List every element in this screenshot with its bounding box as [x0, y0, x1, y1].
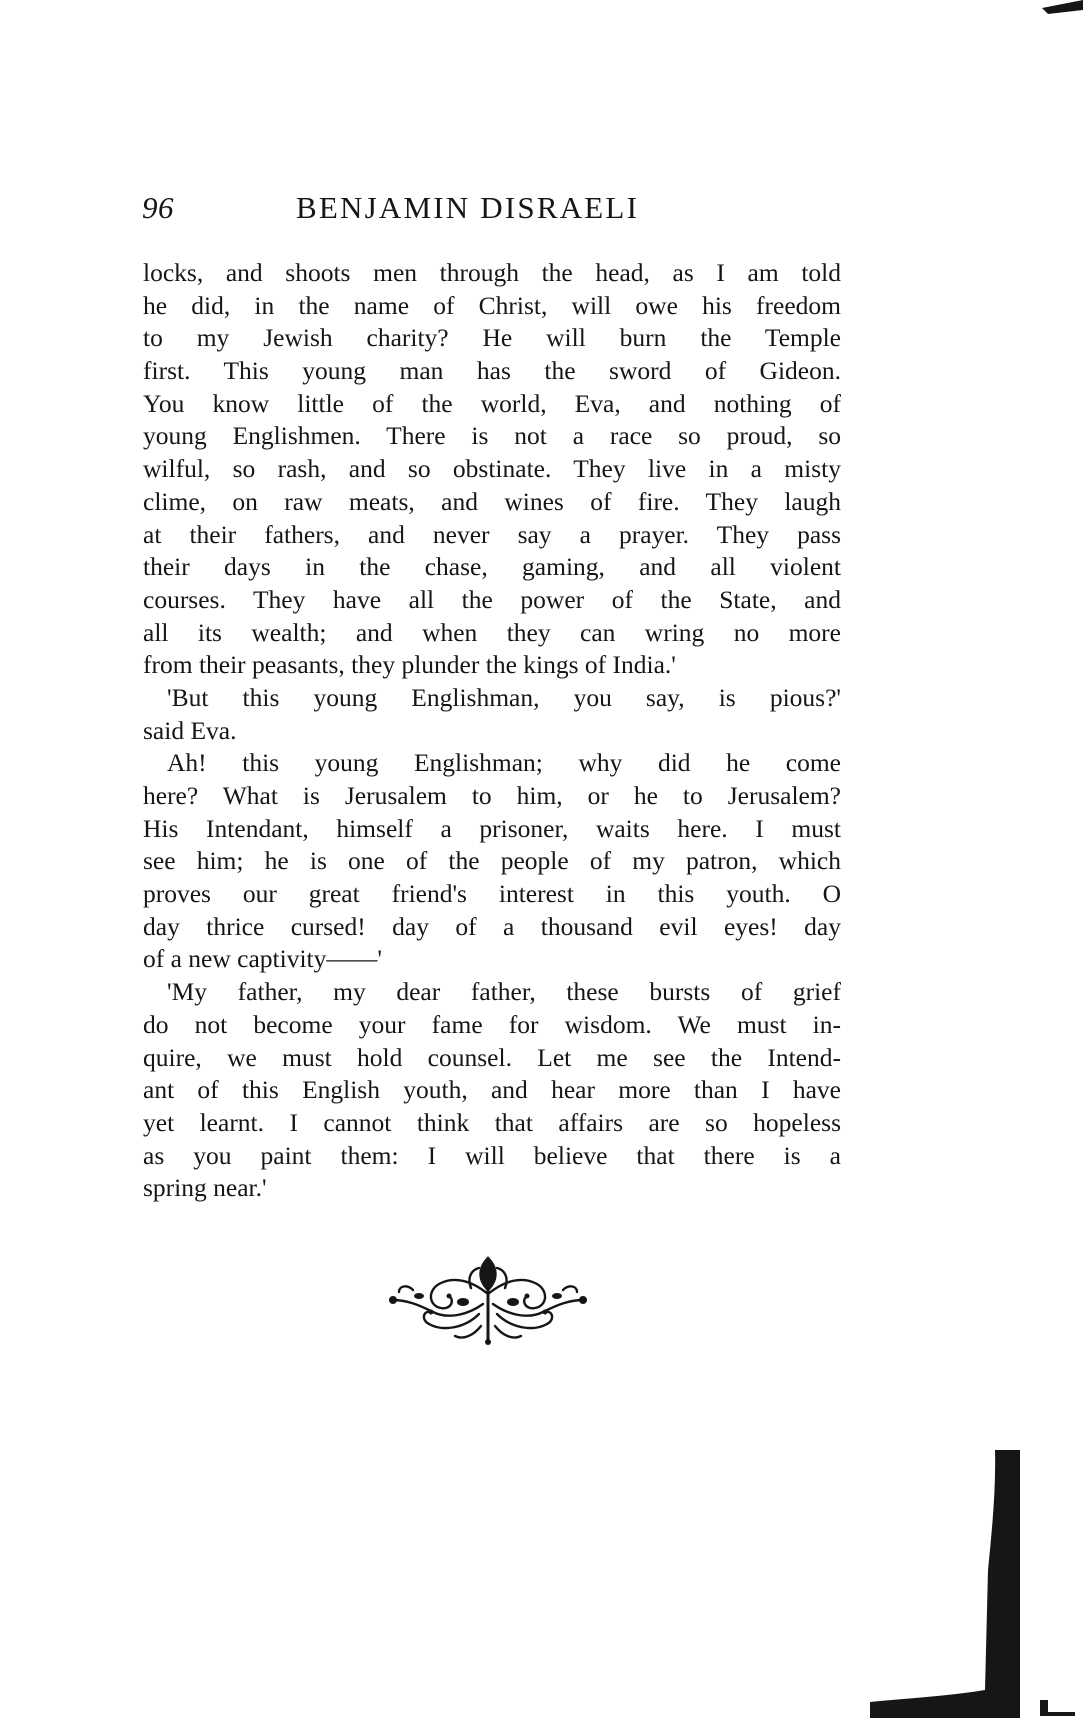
text-line: do not become your fame for wisdom. We must in-	[143, 1009, 841, 1039]
text-line: day thrice cursed! day of a thousand evil eyes! day	[143, 911, 841, 941]
text-line: their days in the chase, gaming, and all violent	[143, 552, 841, 582]
text-line: locks, and shoots men through the head, as I am told	[143, 258, 841, 287]
text-line: You know little of the world, Eva, and nothing of	[143, 388, 841, 418]
text-line: courses. They have all the power of the State, and	[143, 584, 841, 614]
text-line: at their fathers, and never say a prayer. They pass	[143, 519, 841, 549]
text-line: all its wealth; and when they can wring no more	[143, 617, 841, 647]
floral-tailpiece-icon	[383, 1250, 593, 1346]
scan-binding-shadow	[870, 1450, 1083, 1718]
text-line: first. This young man has the sword of Gideon.	[143, 356, 841, 386]
text-line: he did, in the name of Christ, will owe his freedom	[143, 290, 841, 320]
text-line: wilful, so rash, and so obstinate. They live in a misty	[143, 454, 841, 484]
text-line: of a new captivity——'	[143, 944, 382, 974]
running-head	[142, 190, 842, 240]
text-line: 'But this young Englishman, you say, is pious?'	[167, 682, 841, 712]
text-line: see him; he is one of the people of my patron, which	[143, 846, 841, 876]
text-line: clime, on raw meats, and wines of fire. They laugh	[143, 486, 841, 516]
text-line: proves our great friend's interest in this youth. O	[143, 879, 841, 909]
text-line: ant of this English youth, and hear more than I have	[143, 1075, 841, 1105]
text-line: 'My father, my dear father, these bursts of grief	[167, 977, 841, 1007]
text-line: to my Jewish charity? He will burn the Temple	[143, 323, 841, 353]
text-line: as you paint them: I will believe that there is a	[143, 1140, 841, 1170]
text-line: young Englishmen. There is not a race so proud, so	[143, 421, 841, 451]
text-line: here? What is Jerusalem to him, or he to Jerusalem?	[143, 781, 841, 810]
page-number: 96	[142, 190, 174, 225]
text-line: His Intendant, himself a prisoner, waits here. I must	[143, 813, 841, 843]
text-line: spring near.'	[143, 1173, 267, 1203]
text-line: yet learnt. I cannot think that affairs are so hopeless	[143, 1107, 841, 1137]
text-line: said Eva.	[143, 715, 237, 745]
text-line: from their peasants, they plunder the kings of India.'	[143, 650, 676, 680]
body-text	[143, 257, 841, 1205]
text-line: quire, we must hold counsel. Let me see the Intend-	[143, 1042, 841, 1072]
text-line: Ah! this young Englishman; why did he come	[167, 748, 841, 778]
running-title: BENJAMIN DISRAELI	[296, 190, 640, 225]
scan-corner-mark	[1040, 0, 1083, 20]
